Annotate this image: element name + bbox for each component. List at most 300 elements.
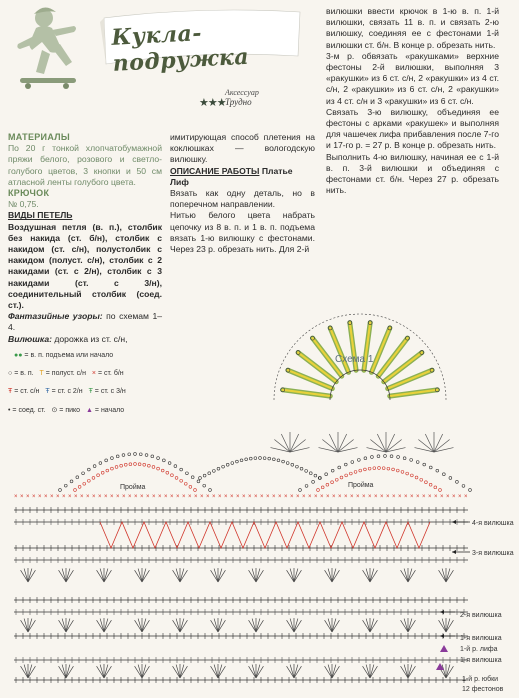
- bottom-shell-stitch: [100, 619, 104, 632]
- center-arc: [277, 459, 280, 462]
- row-label-skirt: 1-й р. юбки: [462, 676, 499, 683]
- bottom-shell-stitch: [325, 570, 332, 582]
- bottom-shell-stitch: [62, 569, 66, 582]
- bottom-shell-stitch: [439, 620, 446, 632]
- bottom-shell-stitch: [104, 569, 108, 582]
- center-arc: [259, 457, 262, 460]
- bottom-shell-stitch: [328, 665, 332, 678]
- sc-mark: ×: [242, 494, 246, 500]
- armhole-arc-left-inner: [97, 474, 100, 477]
- bottom-shell-stitch: [401, 666, 408, 678]
- sc-mark: ×: [224, 494, 228, 500]
- sc-mark: ×: [254, 494, 258, 500]
- bottom-shell-stitch: [370, 619, 374, 632]
- bottom-shell-stitch: [218, 620, 225, 632]
- sc-mark: ×: [290, 494, 294, 500]
- armhole-arc-right-inner: [401, 470, 404, 473]
- right-p4: Выполнить 4-ю вилюшку, начиная ее с 1-й в. п. 3-й вилюшки и объединяя с фестонами ст. б/н. Через 27 р. обрезать нить.: [326, 151, 499, 196]
- sc-mark: ×: [110, 494, 114, 500]
- bottom-shell-stitch: [142, 666, 149, 678]
- red-zigzag: [100, 522, 430, 548]
- bottom-shell-stitch: [211, 570, 218, 582]
- loops-heading: ВИДЫ ПЕТЕЛЬ: [8, 210, 73, 221]
- armhole-arc-left-inner: [175, 477, 178, 480]
- center-arc: [245, 458, 248, 461]
- armhole-arc-right-inner: [368, 467, 371, 470]
- armhole-arc-right-inner: [354, 470, 357, 473]
- armhole-arc-left-inner: [83, 482, 86, 485]
- sc-mark: ×: [248, 494, 252, 500]
- bottom-shell-stitch: [332, 665, 336, 678]
- armhole-arc-left-inner: [194, 489, 197, 492]
- armhole-arc-right-inner: [317, 489, 320, 492]
- sc-mark: ×: [320, 494, 324, 500]
- bottom-shell-stitch: [24, 619, 28, 632]
- armhole-arc-right: [299, 489, 302, 492]
- bottom-shell-stitch: [66, 665, 70, 678]
- legend-row-2: ○ = в. п. Т = полуст. с/н × = ст. б/н: [8, 370, 124, 377]
- armhole-arc-right: [449, 477, 452, 480]
- armhole-arc-right: [331, 469, 334, 472]
- bottom-shell-stitch: [332, 620, 339, 632]
- sc-mark: ×: [176, 494, 180, 500]
- start-triangle-symbol: ▲: [86, 407, 93, 414]
- bottom-shell-stitch: [211, 666, 218, 678]
- bottom-shell-stitch: [142, 665, 146, 678]
- sc-mark: ×: [230, 494, 234, 500]
- lif-heading: Лиф: [170, 176, 189, 187]
- armhole-arc-right-inner: [406, 472, 409, 475]
- right-column: [326, 6, 499, 196]
- bottom-shell-stitch: [370, 620, 377, 632]
- bottom-shell-stitch: [442, 665, 446, 678]
- armhole-arc-left: [82, 472, 85, 475]
- dc3-symbol: Ŧ: [88, 388, 93, 395]
- armhole-arc-left: [99, 462, 102, 465]
- sc-mark: ×: [422, 494, 426, 500]
- armhole-arc-left: [122, 454, 125, 457]
- armhole-arc-left-inner: [152, 466, 155, 469]
- sc-mark: ×: [302, 494, 306, 500]
- bottom-shell-stitch: [28, 665, 32, 678]
- armhole-arc-left-inner: [92, 477, 95, 480]
- sc-mark: ×: [392, 494, 396, 500]
- armhole-arc-right: [429, 466, 432, 469]
- sc-mark: ×: [212, 494, 216, 500]
- bottom-shell-stitch: [66, 620, 73, 632]
- bottom-shell-stitch: [214, 569, 218, 582]
- bottom-shell-stitch: [252, 619, 256, 632]
- bottom-shell-stitch: [294, 666, 301, 678]
- bottom-shell-stitch: [325, 620, 332, 632]
- armhole-arc-left-inner: [87, 479, 90, 482]
- armhole-arc-right-inner: [425, 481, 428, 484]
- sc-mark: ×: [170, 494, 174, 500]
- sc-mark: ×: [458, 494, 462, 500]
- bottom-shell-stitch: [214, 619, 218, 632]
- armhole-arc-right-inner: [326, 483, 329, 486]
- armhole-arc-right-inner: [340, 476, 343, 479]
- sc-mark: ×: [416, 494, 420, 500]
- armhole-arc-right: [397, 456, 400, 459]
- armhole-arc-right: [312, 480, 315, 483]
- center-arc: [296, 465, 299, 468]
- bottom-shell-stitch: [370, 665, 374, 678]
- sc-mark: ×: [14, 494, 18, 500]
- bottom-shell-stitch: [366, 619, 370, 632]
- row-label-3: 3-я вилюшка: [472, 550, 514, 557]
- armhole-arc-left-inner: [134, 463, 137, 466]
- vil-label: Вилюшка:: [8, 333, 52, 344]
- armhole-label-left: Пройма: [120, 484, 146, 491]
- armhole-arc-left-inner: [78, 485, 81, 488]
- bottom-shell-stitch: [332, 569, 336, 582]
- bottom-shell-stitch: [256, 620, 263, 632]
- center-arc: [236, 460, 239, 463]
- sc-mark: ×: [26, 494, 30, 500]
- armhole-arc-left-inner: [143, 463, 146, 466]
- center-arc: [208, 472, 211, 475]
- sc-mark: ×: [56, 494, 60, 500]
- bottom-shell-stitch: [287, 620, 294, 632]
- bottom-shell-stitch: [142, 619, 146, 632]
- armhole-arc-left-inner: [184, 482, 187, 485]
- sc-mark: ×: [104, 494, 108, 500]
- dot-chain-symbol: ●●: [14, 352, 23, 359]
- schema-label: Схема 1: [335, 354, 374, 365]
- fancy-label: Фантазийные узоры:: [8, 311, 103, 322]
- sc-mark: ×: [188, 494, 192, 500]
- sc-mark: ×: [440, 494, 444, 500]
- bottom-shell-stitch: [214, 665, 218, 678]
- sc-mark: ×: [332, 494, 336, 500]
- bottom-shell-stitch: [218, 666, 225, 678]
- bottom-shell-stitch: [218, 665, 222, 678]
- bottom-shell-stitch: [366, 569, 370, 582]
- bottom-shell-stitch: [21, 666, 28, 678]
- bottom-shell-stitch: [173, 666, 180, 678]
- bottom-shell-stitch: [62, 665, 66, 678]
- armhole-arc-left-inner: [106, 469, 109, 472]
- bottom-shell-stitch: [104, 620, 111, 632]
- bottom-shell-stitch: [62, 619, 66, 632]
- bottom-shell-stitch: [408, 620, 415, 632]
- bottom-shell-stitch: [439, 570, 446, 582]
- bottom-shell-stitch: [104, 665, 108, 678]
- center-arc: [309, 472, 312, 475]
- armhole-arc-right: [423, 463, 426, 466]
- armhole-arc-left: [197, 480, 200, 483]
- sc-mark: ×: [284, 494, 288, 500]
- armhole-arc-left: [145, 454, 148, 457]
- sc-mark: ×: [218, 494, 222, 500]
- bottom-shell-stitch: [180, 620, 187, 632]
- loops-text: Воздушная петля (в. п.), столбик без накида (ст. б/н), столбик с накидом (ст. с/н), полустолбик с накидом (полуст. с/н), столбик с 2 накидами (ст. с 2/н), столбик с 3 накидами (ст. с 3/н), соединительный столбик (соед. ст.).: [8, 221, 162, 311]
- armhole-arc-left-inner: [129, 463, 132, 466]
- bottom-shell-stitch: [442, 619, 446, 632]
- sc-mark: ×: [296, 494, 300, 500]
- row-label-4: 4-я вилюшка: [472, 520, 514, 527]
- bottom-shell-stitch: [328, 569, 332, 582]
- sc-mark: ×: [452, 494, 456, 500]
- armhole-arc-left-inner: [101, 471, 104, 474]
- armhole-arc-left: [128, 453, 131, 456]
- sc-mark: ×: [356, 494, 360, 500]
- armhole-arc-left-inner: [147, 464, 150, 467]
- bottom-shell-stitch: [363, 666, 370, 678]
- hook-text: № 0,75.: [8, 199, 39, 210]
- row-label-festons: 12 фестонов: [462, 686, 504, 693]
- bottom-shell-stitch: [401, 620, 408, 632]
- armhole-arc-left: [134, 453, 137, 456]
- bottom-shell-stitch: [256, 569, 260, 582]
- center-arc: [199, 477, 202, 480]
- bottom-shell-stitch: [404, 619, 408, 632]
- armhole-arc-right: [410, 458, 413, 461]
- center-arc: [226, 463, 229, 466]
- center-arc: [286, 462, 289, 465]
- armhole-arc-left: [209, 489, 212, 492]
- sc-mark: ×: [74, 494, 78, 500]
- bottom-shell-stitch: [290, 665, 294, 678]
- bottom-shell-stitch: [408, 619, 412, 632]
- half-stitch-symbol: Т: [39, 370, 44, 377]
- bottom-shell-stitch: [66, 619, 70, 632]
- bottom-shell-stitch: [446, 570, 453, 582]
- sc-mark: ×: [98, 494, 102, 500]
- bottom-shell-stitch: [176, 619, 180, 632]
- armhole-arc-right-inner: [429, 483, 432, 486]
- bottom-shell-stitch: [446, 666, 453, 678]
- sc-mark: ×: [446, 494, 450, 500]
- sc-mark: ×: [398, 494, 402, 500]
- bottom-shell-stitch: [404, 569, 408, 582]
- armhole-arc-left: [139, 453, 142, 456]
- bottom-shell-stitch: [256, 666, 263, 678]
- sc-mark: ×: [236, 494, 240, 500]
- armhole-arc-left-inner: [115, 466, 118, 469]
- bottom-shell-stitch: [211, 620, 218, 632]
- shell-stitch: [281, 434, 290, 452]
- bottom-shell-stitch: [290, 569, 294, 582]
- bottom-shell-stitch: [28, 569, 32, 582]
- armhole-arc-right-inner: [387, 467, 390, 470]
- center-arc: [314, 474, 317, 477]
- sc-mark: ×: [380, 494, 384, 500]
- bottom-shell-stitch: [294, 569, 298, 582]
- bottom-shell-stitch: [366, 665, 370, 678]
- armhole-arc-right: [456, 480, 459, 483]
- bottom-shell-stitch: [142, 620, 149, 632]
- center-arc: [254, 457, 257, 460]
- shell-stitch: [338, 434, 347, 452]
- bottom-shell-stitch: [104, 570, 111, 582]
- sc-mark: ×: [206, 494, 210, 500]
- sc-mark: ×: [86, 494, 90, 500]
- armhole-arc-right: [305, 485, 308, 488]
- bottom-shell-stitch: [218, 619, 222, 632]
- bottom-shell-stitch: [446, 569, 450, 582]
- row-label-lif: 1-й р. лифа: [460, 646, 498, 653]
- sc-mark: ×: [368, 494, 372, 500]
- bottom-shell-stitch: [173, 620, 180, 632]
- desc-heading: ОПИСАНИЕ РАБОТЫ: [170, 165, 260, 176]
- center-arc: [268, 457, 271, 460]
- sc-mark: ×: [128, 494, 132, 500]
- bottom-shell-stitch: [408, 570, 415, 582]
- sc-mark: ×: [308, 494, 312, 500]
- armhole-arc-left: [174, 465, 177, 468]
- bottom-shell-stitch: [173, 570, 180, 582]
- armhole-arc-right: [416, 461, 419, 464]
- center-arc: [249, 457, 252, 460]
- armhole-arc-right: [364, 457, 367, 460]
- single-crochet-symbol: ×: [91, 370, 97, 377]
- armhole-arc-left: [93, 465, 96, 468]
- armhole-arc-right-inner: [359, 469, 362, 472]
- picot-symbol: ⊙: [51, 407, 58, 414]
- armhole-arc-left-inner: [161, 469, 164, 472]
- sc-mark: ×: [278, 494, 282, 500]
- chain-loop-symbol: ○: [8, 370, 13, 377]
- sc-mark: ×: [164, 494, 168, 500]
- bottom-shell-stitch: [180, 569, 184, 582]
- row-label-1: 1-я вилюшка: [460, 635, 502, 642]
- row-label-1b: 1-я вилюшка: [460, 657, 502, 664]
- armhole-arc-right-inner: [349, 472, 352, 475]
- bottom-shell-stitch: [401, 570, 408, 582]
- armhole-arc-left-inner: [74, 489, 77, 492]
- bottom-shell-stitch: [218, 569, 222, 582]
- armhole-arc-right: [436, 469, 439, 472]
- armhole-arc-right: [377, 455, 380, 458]
- sc-mark: ×: [410, 494, 414, 500]
- sc-mark: ×: [200, 494, 204, 500]
- bottom-shell-stitch: [180, 665, 184, 678]
- fancy-text: по схемам 1–4.: [8, 311, 163, 333]
- armhole-arc-right: [351, 461, 354, 464]
- bottom-shell-stitch: [370, 570, 377, 582]
- bottom-shell-stitch: [176, 569, 180, 582]
- center-arc: [263, 457, 266, 460]
- bottom-shell-stitch: [21, 620, 28, 632]
- armhole-arc-left: [111, 457, 114, 460]
- sc-mark: ×: [314, 494, 318, 500]
- bottom-shell-stitch: [294, 665, 298, 678]
- skater-illustration: [6, 4, 94, 104]
- armhole-arc-left: [191, 476, 194, 479]
- bottom-shell-stitch: [100, 665, 104, 678]
- sc-mark: ×: [338, 494, 342, 500]
- armhole-arc-right: [344, 463, 347, 466]
- sc-mark: ×: [92, 494, 96, 500]
- shell-stitch: [425, 434, 434, 452]
- bottom-shell-stitch: [408, 665, 412, 678]
- armhole-arc-right: [403, 457, 406, 460]
- center-arc: [222, 465, 225, 468]
- materials-heading: МАТЕРИАЛЫ: [8, 132, 70, 142]
- sc-mark: ×: [464, 494, 468, 500]
- bottom-shell-stitch: [218, 570, 225, 582]
- sc-mark: ×: [182, 494, 186, 500]
- sc-mark: ×: [272, 494, 276, 500]
- sc-mark: ×: [80, 494, 84, 500]
- center-arc: [203, 474, 206, 477]
- armhole-arc-right-inner: [373, 467, 376, 470]
- bottom-shell-stitch: [135, 570, 142, 582]
- shell-stitch: [377, 434, 386, 452]
- right-p2: 3-м р. обвязать «ракушками» верхние фестоны 2-й вилюшки, выполняя 3 «ракушки» из 6 ст. с/н, 2 «ракушки» из 4 ст. с/н, 2 «ракушки» из 6 ст. с/н, 2 «ракушки» из 4 ст. с/н и 3 «ракушки» из 6 ст. с/н.: [326, 50, 499, 106]
- armhole-arc-left-inner: [120, 464, 123, 467]
- start-triangle: [440, 645, 448, 652]
- armhole-arc-left: [203, 484, 206, 487]
- sc-mark: ×: [386, 494, 390, 500]
- bottom-shell-stitch: [294, 620, 301, 632]
- bottom-shell-stitch: [138, 665, 142, 678]
- armhole-arc-right-inner: [382, 467, 385, 470]
- armhole-arc-right-inner: [378, 467, 381, 470]
- bottom-shell-stitch: [138, 619, 142, 632]
- bottom-shell-stitch: [180, 570, 187, 582]
- bottom-shell-stitch: [256, 570, 263, 582]
- bottom-shell-stitch: [256, 665, 260, 678]
- row-arrow-head: [452, 550, 456, 554]
- sc-mark: ×: [194, 494, 198, 500]
- bottom-shell-stitch: [28, 619, 32, 632]
- sc-mark: ×: [404, 494, 408, 500]
- bottom-shell-stitch: [142, 569, 146, 582]
- armhole-arc-left: [151, 455, 154, 458]
- sc-mark: ×: [260, 494, 264, 500]
- bottom-shell-stitch: [28, 620, 35, 632]
- armhole-arc-left: [168, 462, 171, 465]
- row-label-2: 2-я вилюшка: [460, 612, 502, 619]
- bottom-shell-stitch: [100, 569, 104, 582]
- bottom-shell-stitch: [370, 666, 377, 678]
- bottom-shell-stitch: [249, 666, 256, 678]
- bottom-shell-stitch: [97, 666, 104, 678]
- armhole-arc-right-inner: [434, 486, 437, 489]
- bottom-shell-stitch: [104, 666, 111, 678]
- sc-mark: ×: [122, 494, 126, 500]
- armhole-arc-left: [180, 468, 183, 471]
- bottom-shell-stitch: [294, 619, 298, 632]
- armhole-arc-right-inner: [345, 474, 348, 477]
- armhole-arc-right-inner: [396, 469, 399, 472]
- sc-mark: ×: [140, 494, 144, 500]
- row-arrow-head: [440, 610, 444, 614]
- armhole-arc-right-inner: [439, 489, 442, 492]
- armhole-arc-right: [338, 466, 341, 469]
- bottom-shell-stitch: [332, 570, 339, 582]
- legend-row-3: Ŧ = ст. с/н Ŧ = ст. с 2/н Ŧ = ст. с 3/н: [8, 388, 126, 395]
- armhole-arc-left-inner: [166, 471, 169, 474]
- armhole-arc-left-inner: [180, 479, 183, 482]
- bottom-shell-stitch: [176, 665, 180, 678]
- bottom-shell-stitch: [28, 570, 35, 582]
- sc-mark: ×: [158, 494, 162, 500]
- armhole-arc-right-inner: [331, 481, 334, 484]
- armhole-arc-left-inner: [138, 463, 141, 466]
- bottom-shell-stitch: [363, 620, 370, 632]
- center-arc: [282, 460, 285, 463]
- sc-mark: ×: [374, 494, 378, 500]
- armhole-arc-left-inner: [157, 467, 160, 470]
- bottom-shell-stitch: [328, 619, 332, 632]
- armhole-arc-left: [157, 457, 160, 460]
- right-p1: вилюшки ввести крючок в 1-ю в. п. 1-й вилюшки, связать 11 в. п. и связать 2-ю вилюшку, соединяя ее с фестонами 1-й вилюшки ст. б/н. В конце р. обрезать нить.: [326, 6, 499, 50]
- center-arc: [291, 463, 294, 466]
